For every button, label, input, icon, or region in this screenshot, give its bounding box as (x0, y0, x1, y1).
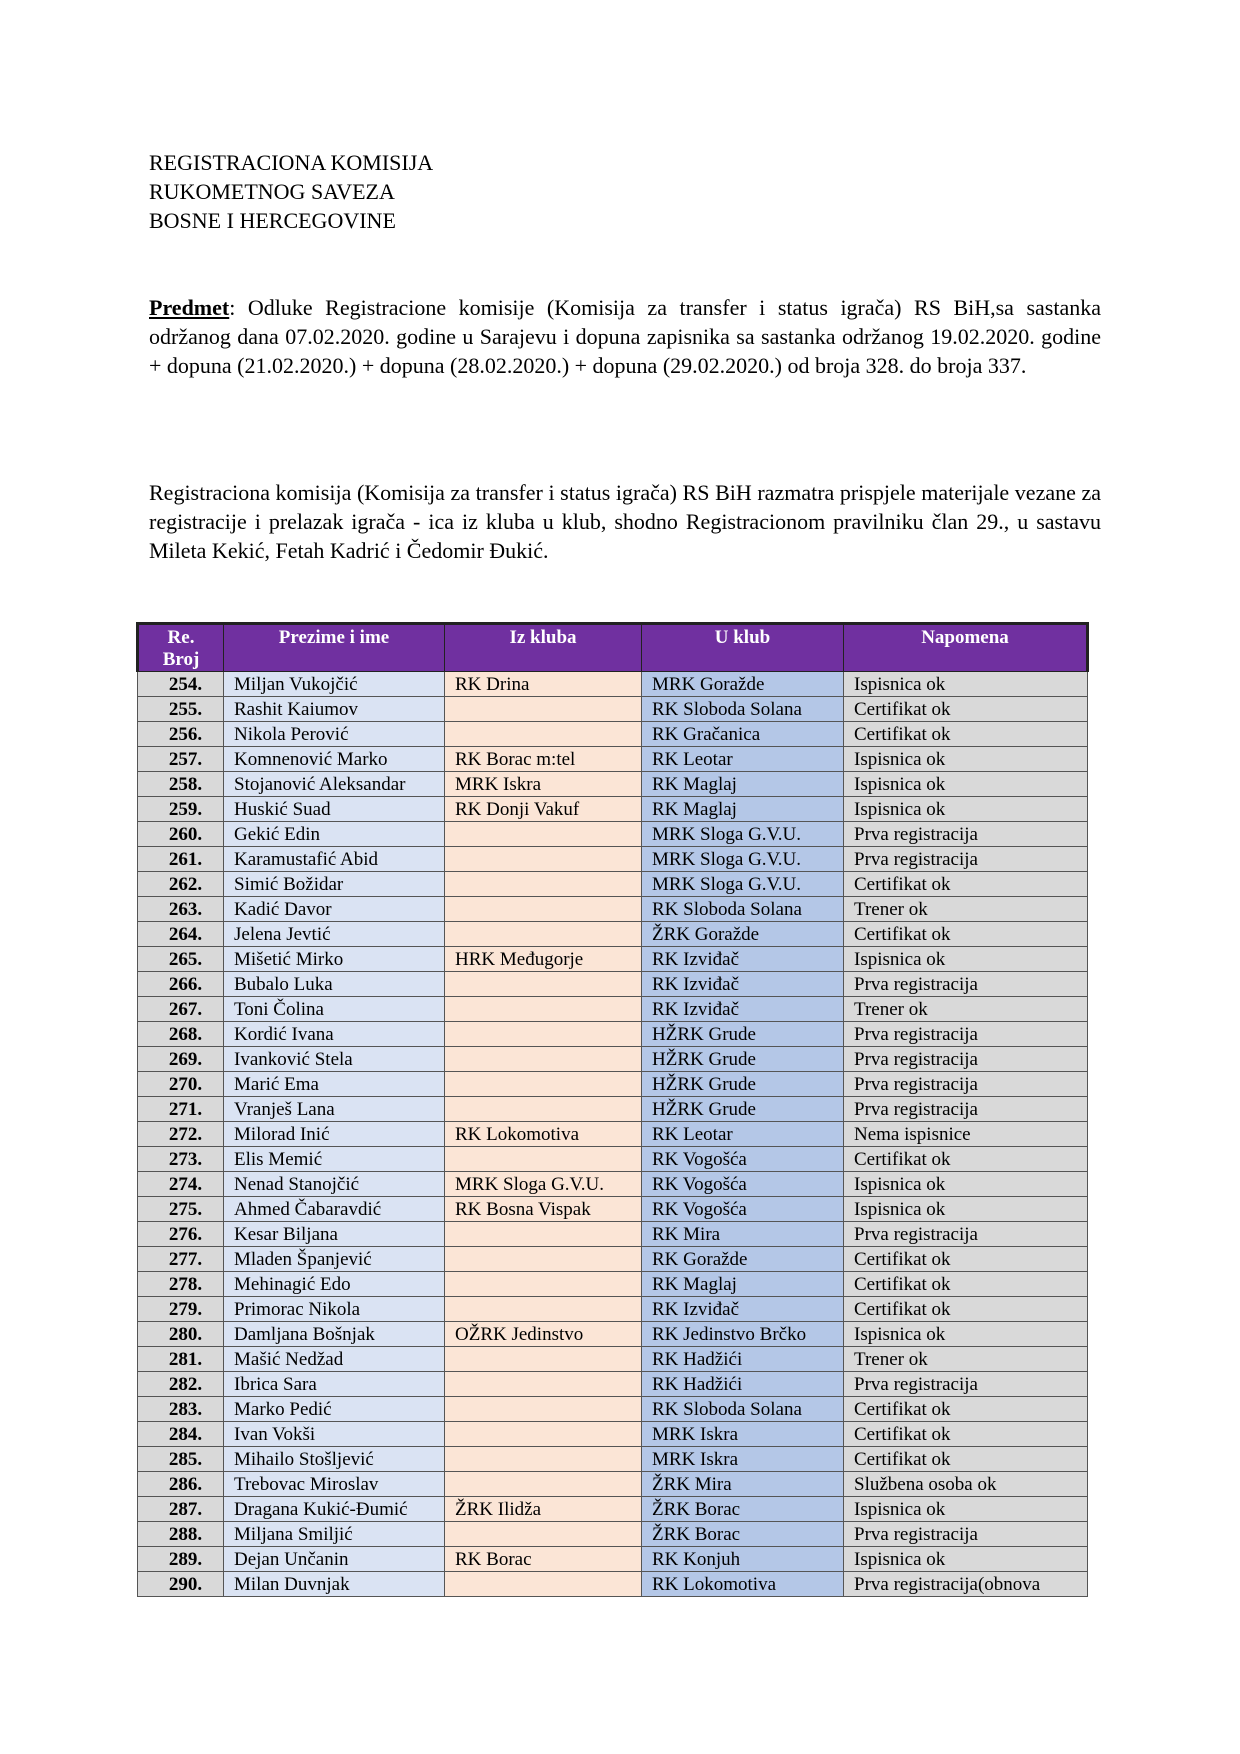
cell-to-club: RK Lokomotiva (642, 1572, 844, 1597)
cell-name: Karamustafić Abid (224, 847, 445, 872)
cell-to-club: MRK Goražde (642, 672, 844, 697)
table-row (138, 1072, 1088, 1097)
cell-name: Kordić Ivana (224, 1022, 445, 1047)
cell-note: Ispisnica ok (844, 1322, 1088, 1347)
cell-from-club: RK Lokomotiva (445, 1122, 642, 1147)
cell-note: Službena osoba ok (844, 1472, 1088, 1497)
cell-to-club: RK Sloboda Solana (642, 697, 844, 722)
cell-to-club: MRK Iskra (642, 1422, 844, 1447)
cell-name: Simić Božidar (224, 872, 445, 897)
table-row (138, 972, 1088, 997)
header-line-3: BOSNE I HERCEGOVINE (149, 208, 396, 233)
cell-note: Prva registracija (844, 1222, 1088, 1247)
cell-to-club: RK Mira (642, 1222, 844, 1247)
cell-name: Primorac Nikola (224, 1297, 445, 1322)
cell-number: 271. (138, 1097, 224, 1122)
cell-number: 279. (138, 1297, 224, 1322)
table-header-row (138, 624, 1088, 672)
table-row (138, 1022, 1088, 1047)
col-header-name: Prezime i ime (224, 624, 445, 672)
cell-name: Stojanović Aleksandar (224, 772, 445, 797)
table-row (138, 1297, 1088, 1322)
cell-note: Ispisnica ok (844, 1197, 1088, 1222)
cell-to-club: RK Maglaj (642, 1272, 844, 1297)
table-row (138, 1547, 1088, 1572)
cell-number: 289. (138, 1547, 224, 1572)
cell-to-club: RK Jedinstvo Brčko (642, 1322, 844, 1347)
cell-number: 256. (138, 722, 224, 747)
cell-from-club (445, 1247, 642, 1272)
table-row (138, 1097, 1088, 1122)
table-row (138, 1397, 1088, 1422)
cell-number: 288. (138, 1522, 224, 1547)
cell-note: Ispisnica ok (844, 772, 1088, 797)
cell-from-club (445, 922, 642, 947)
table-row (138, 672, 1088, 697)
cell-name: Ivanković Stela (224, 1047, 445, 1072)
cell-name: Dragana Kukić-Đumić (224, 1497, 445, 1522)
intro-paragraph: Registraciona komisija (Komisija za transfer i status igrača) RS BiH razmatra prispjele materijale vezane za registracije i prelazak igrača - ica iz kluba u klub, shodno Registracionom pravilniku član 29., u sastavu Mileta Kekić, Fetah Kadrić i Čedomir Đukić. (149, 480, 1101, 563)
cell-name: Mihailo Stošljević (224, 1447, 445, 1472)
col-header-from-club: Iz kluba (445, 624, 642, 672)
cell-name: Kadić Davor (224, 897, 445, 922)
cell-from-club (445, 1472, 642, 1497)
col-header-number-line1: Re. (167, 627, 195, 648)
table-row (138, 772, 1088, 797)
cell-from-club (445, 1422, 642, 1447)
table-row (138, 1272, 1088, 1297)
cell-to-club: RK Maglaj (642, 797, 844, 822)
cell-name: Dejan Unčanin (224, 1547, 445, 1572)
cell-number: 285. (138, 1447, 224, 1472)
cell-note: Trener ok (844, 997, 1088, 1022)
cell-note: Certifikat ok (844, 1247, 1088, 1272)
cell-to-club: MRK Iskra (642, 1447, 844, 1472)
table-row (138, 797, 1088, 822)
cell-to-club: RK Goražde (642, 1247, 844, 1272)
cell-number: 263. (138, 897, 224, 922)
cell-note: Prva registracija(obnova (844, 1572, 1088, 1597)
cell-number: 264. (138, 922, 224, 947)
cell-name: Mladen Španjević (224, 1247, 445, 1272)
cell-number: 257. (138, 747, 224, 772)
table-row (138, 1147, 1088, 1172)
cell-from-club (445, 847, 642, 872)
cell-number: 270. (138, 1072, 224, 1097)
cell-note: Nema ispisnice (844, 1122, 1088, 1147)
cell-to-club: RK Maglaj (642, 772, 844, 797)
cell-note: Prva registracija (844, 1372, 1088, 1397)
cell-number: 260. (138, 822, 224, 847)
cell-number: 278. (138, 1272, 224, 1297)
cell-note: Certifikat ok (844, 697, 1088, 722)
table-row (138, 1172, 1088, 1197)
cell-note: Certifikat ok (844, 1147, 1088, 1172)
cell-number: 269. (138, 1047, 224, 1072)
table-row (138, 1572, 1088, 1597)
table-row (138, 1047, 1088, 1072)
cell-to-club: RK Izviđač (642, 1297, 844, 1322)
cell-to-club: RK Konjuh (642, 1547, 844, 1572)
cell-note: Ispisnica ok (844, 947, 1088, 972)
cell-name: Rashit Kaiumov (224, 697, 445, 722)
cell-number: 272. (138, 1122, 224, 1147)
cell-number: 282. (138, 1372, 224, 1397)
cell-from-club: RK Borac m:tel (445, 747, 642, 772)
table-row (138, 747, 1088, 772)
cell-from-club (445, 1397, 642, 1422)
cell-from-club (445, 697, 642, 722)
cell-to-club: RK Vogošća (642, 1197, 844, 1222)
table-row (138, 872, 1088, 897)
cell-from-club: OŽRK Jedinstvo (445, 1322, 642, 1347)
cell-name: Huskić Suad (224, 797, 445, 822)
cell-from-club (445, 1522, 642, 1547)
cell-name: Vranješ Lana (224, 1097, 445, 1122)
cell-note: Certifikat ok (844, 872, 1088, 897)
cell-to-club: RK Sloboda Solana (642, 897, 844, 922)
table-row (138, 1372, 1088, 1397)
table-row (138, 922, 1088, 947)
cell-to-club: RK Hadžići (642, 1372, 844, 1397)
subject-paragraph (149, 293, 1101, 380)
cell-number: 267. (138, 997, 224, 1022)
cell-number: 287. (138, 1497, 224, 1522)
cell-note: Certifikat ok (844, 1297, 1088, 1322)
cell-from-club (445, 997, 642, 1022)
table-row (138, 1472, 1088, 1497)
cell-number: 284. (138, 1422, 224, 1447)
table-row (138, 1522, 1088, 1547)
cell-note: Prva registracija (844, 1097, 1088, 1122)
cell-from-club (445, 897, 642, 922)
cell-note: Prva registracija (844, 972, 1088, 997)
cell-note: Prva registracija (844, 847, 1088, 872)
subject-text: : Odluke Registracione komisije (Komisija za transfer i status igrača) RS BiH,sa sastanka održanog dana 07.02.2020. godine u Sarajevu i dopuna zapisnika sa sastanka održanog 19.02.2020. godine + dopuna (21.02.2020.) + dopuna (28.02.2020.) + dopuna (29.02.2020.) od broja 328. do broja 337. (149, 295, 1101, 378)
cell-number: 276. (138, 1222, 224, 1247)
cell-note: Certifikat ok (844, 1422, 1088, 1447)
cell-name: Miljana Smiljić (224, 1522, 445, 1547)
col-header-number-line2: Broj (162, 649, 200, 670)
cell-to-club: RK Sloboda Solana (642, 1397, 844, 1422)
cell-number: 290. (138, 1572, 224, 1597)
cell-name: Ivan Vokši (224, 1422, 445, 1447)
cell-to-club: MRK Sloga G.V.U. (642, 847, 844, 872)
cell-to-club: RK Leotar (642, 747, 844, 772)
table-row (138, 1247, 1088, 1272)
cell-number: 275. (138, 1197, 224, 1222)
cell-to-club: RK Hadžići (642, 1347, 844, 1372)
cell-to-club: ŽRK Goražde (642, 922, 844, 947)
cell-number: 274. (138, 1172, 224, 1197)
cell-from-club (445, 1297, 642, 1322)
cell-note: Prva registracija (844, 822, 1088, 847)
cell-to-club: MRK Sloga G.V.U. (642, 822, 844, 847)
table-row (138, 1322, 1088, 1347)
cell-to-club: ŽRK Borac (642, 1522, 844, 1547)
cell-note: Ispisnica ok (844, 672, 1088, 697)
table-row (138, 1497, 1088, 1522)
cell-name: Gekić Edin (224, 822, 445, 847)
cell-name: Mehinagić Edo (224, 1272, 445, 1297)
cell-name: Mišetić Mirko (224, 947, 445, 972)
cell-name: Marko Pedić (224, 1397, 445, 1422)
cell-name: Milan Duvnjak (224, 1572, 445, 1597)
cell-name: Nenad Stanojčić (224, 1172, 445, 1197)
table-row (138, 1222, 1088, 1247)
cell-number: 268. (138, 1022, 224, 1047)
cell-name: Milorad Inić (224, 1122, 445, 1147)
cell-number: 259. (138, 797, 224, 822)
cell-name: Toni Čolina (224, 997, 445, 1022)
cell-note: Certifikat ok (844, 1447, 1088, 1472)
table-row (138, 1122, 1088, 1147)
cell-to-club: HŽRK Grude (642, 1072, 844, 1097)
cell-name: Damljana Bošnjak (224, 1322, 445, 1347)
cell-to-club: RK Leotar (642, 1122, 844, 1147)
table-row (138, 697, 1088, 722)
cell-number: 283. (138, 1397, 224, 1422)
cell-from-club (445, 722, 642, 747)
cell-to-club: HŽRK Grude (642, 1097, 844, 1122)
cell-name: Kesar Biljana (224, 1222, 445, 1247)
cell-name: Mašić Nedžad (224, 1347, 445, 1372)
cell-to-club: MRK Sloga G.V.U. (642, 872, 844, 897)
cell-to-club: HŽRK Grude (642, 1022, 844, 1047)
cell-from-club: RK Borac (445, 1547, 642, 1572)
cell-from-club (445, 872, 642, 897)
cell-to-club: RK Gračanica (642, 722, 844, 747)
table-row (138, 1447, 1088, 1472)
cell-from-club (445, 1447, 642, 1472)
table-row (138, 1197, 1088, 1222)
cell-note: Ispisnica ok (844, 1497, 1088, 1522)
cell-name: Komnenović Marko (224, 747, 445, 772)
cell-from-club: HRK Međugorje (445, 947, 642, 972)
cell-to-club: RK Izviđač (642, 997, 844, 1022)
table-body (138, 672, 1088, 1597)
cell-note: Ispisnica ok (844, 1547, 1088, 1572)
cell-from-club (445, 1372, 642, 1397)
cell-from-club: RK Bosna Vispak (445, 1197, 642, 1222)
cell-name: Miljan Vukojčić (224, 672, 445, 697)
cell-name: Trebovac Miroslav (224, 1472, 445, 1497)
cell-from-club (445, 822, 642, 847)
cell-number: 261. (138, 847, 224, 872)
cell-number: 277. (138, 1247, 224, 1272)
header-line-2: RUKOMETNOG SAVEZA (149, 179, 395, 204)
cell-number: 281. (138, 1347, 224, 1372)
cell-to-club: HŽRK Grude (642, 1047, 844, 1072)
cell-name: Jelena Jevtić (224, 922, 445, 947)
cell-note: Prva registracija (844, 1072, 1088, 1097)
col-header-note: Napomena (844, 624, 1088, 672)
table-row (138, 822, 1088, 847)
cell-name: Marić Ema (224, 1072, 445, 1097)
cell-from-club (445, 1072, 642, 1097)
cell-note: Certifikat ok (844, 1397, 1088, 1422)
header-line-1: REGISTRACIONA KOMISIJA (149, 150, 434, 175)
cell-to-club: RK Vogošća (642, 1147, 844, 1172)
cell-number: 280. (138, 1322, 224, 1347)
document-header (149, 148, 433, 235)
col-header-number (138, 624, 224, 672)
cell-note: Ispisnica ok (844, 797, 1088, 822)
cell-note: Certifikat ok (844, 722, 1088, 747)
cell-from-club: RK Donji Vakuf (445, 797, 642, 822)
cell-note: Prva registracija (844, 1047, 1088, 1072)
cell-to-club: ŽRK Mira (642, 1472, 844, 1497)
cell-number: 286. (138, 1472, 224, 1497)
cell-from-club (445, 972, 642, 997)
table-row (138, 897, 1088, 922)
cell-note: Certifikat ok (844, 1272, 1088, 1297)
cell-number: 273. (138, 1147, 224, 1172)
cell-name: Elis Memić (224, 1147, 445, 1172)
cell-note: Prva registracija (844, 1522, 1088, 1547)
cell-note: Certifikat ok (844, 922, 1088, 947)
col-header-to-club: U klub (642, 624, 844, 672)
cell-note: Ispisnica ok (844, 747, 1088, 772)
cell-from-club: MRK Sloga G.V.U. (445, 1172, 642, 1197)
cell-from-club (445, 1222, 642, 1247)
subject-label: Predmet (149, 295, 230, 320)
cell-number: 262. (138, 872, 224, 897)
cell-number: 258. (138, 772, 224, 797)
table-row (138, 997, 1088, 1022)
cell-name: Ibrica Sara (224, 1372, 445, 1397)
cell-from-club (445, 1047, 642, 1072)
cell-from-club: ŽRK Ilidža (445, 1497, 642, 1522)
cell-note: Prva registracija (844, 1022, 1088, 1047)
cell-number: 254. (138, 672, 224, 697)
cell-from-club (445, 1572, 642, 1597)
cell-from-club (445, 1347, 642, 1372)
cell-from-club (445, 1022, 642, 1047)
cell-note: Trener ok (844, 897, 1088, 922)
table-row (138, 1422, 1088, 1447)
cell-to-club: RK Izviđač (642, 972, 844, 997)
cell-to-club: ŽRK Borac (642, 1497, 844, 1522)
table-row (138, 847, 1088, 872)
cell-name: Ahmed Čabaravdić (224, 1197, 445, 1222)
table-row (138, 722, 1088, 747)
cell-to-club: RK Izviđač (642, 947, 844, 972)
cell-name: Nikola Perović (224, 722, 445, 747)
cell-from-club (445, 1272, 642, 1297)
cell-from-club: MRK Iskra (445, 772, 642, 797)
cell-number: 265. (138, 947, 224, 972)
cell-to-club: RK Vogošća (642, 1172, 844, 1197)
cell-note: Trener ok (844, 1347, 1088, 1372)
table-row (138, 1347, 1088, 1372)
cell-from-club: RK Drina (445, 672, 642, 697)
cell-number: 255. (138, 697, 224, 722)
registration-table (136, 622, 1089, 1597)
cell-name: Bubalo Luka (224, 972, 445, 997)
cell-number: 266. (138, 972, 224, 997)
cell-note: Ispisnica ok (844, 1172, 1088, 1197)
table-row (138, 947, 1088, 972)
cell-from-club (445, 1147, 642, 1172)
cell-from-club (445, 1097, 642, 1122)
